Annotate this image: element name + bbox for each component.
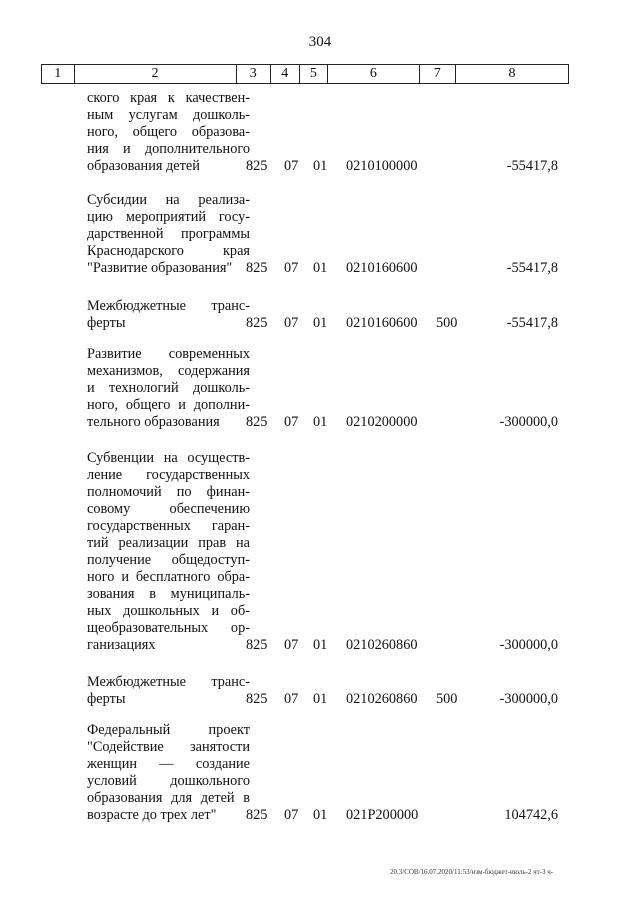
description-line: тельного образования — [87, 414, 220, 430]
description-line: Межбюджетные транс- — [87, 674, 250, 690]
description-line: женщин — создание — [87, 756, 250, 772]
col-header-2: 2 — [74, 65, 236, 84]
description-line: ферты — [87, 315, 126, 331]
description-line: ного и бесплатного обра- — [87, 569, 250, 585]
cell-c5: 01 — [313, 158, 328, 174]
column-header-row — [42, 65, 569, 84]
col-header-3: 3 — [236, 65, 270, 84]
document-footer: 20.3/СОВ/16.07.2020/11:53/изм-бюджет-июль-2 чт-3 ч- — [390, 868, 554, 876]
cell-c3: 825 — [246, 414, 268, 430]
col-header-4: 4 — [271, 65, 300, 84]
page-number: 304 — [308, 34, 332, 50]
cell-c3: 825 — [246, 260, 268, 276]
description-line: Федеральный проект — [87, 722, 250, 738]
cell-c3: 825 — [246, 807, 268, 823]
cell-c3: 825 — [246, 315, 268, 331]
description-line: цию мероприятий госу- — [87, 209, 250, 225]
cell-c8: -55417,8 — [506, 260, 558, 276]
description-line: ного, общего и дополни- — [87, 397, 250, 413]
description-line: образования детей — [87, 158, 200, 174]
cell-c6: 0210260860 — [346, 637, 418, 653]
cell-c7: 500 — [436, 691, 458, 707]
col-header-8: 8 — [456, 65, 569, 84]
col-header-5: 5 — [299, 65, 328, 84]
description-line: ского края к качествен- — [87, 90, 250, 106]
description-line: Краснодарского края — [87, 243, 250, 259]
description-line: ния и дополнительного — [87, 141, 250, 157]
cell-c3: 825 — [246, 637, 268, 653]
description-line: ного, общего образова- — [87, 124, 250, 140]
cell-c7: 500 — [436, 315, 458, 331]
row-description — [87, 298, 250, 332]
description-line: "Развитие образования" — [87, 260, 233, 276]
cell-c8: -55417,8 — [506, 158, 558, 174]
description-line: образования для детей в — [87, 790, 250, 806]
row-description — [87, 674, 250, 708]
description-line: Межбюджетные транс- — [87, 298, 250, 314]
column-header-table — [41, 64, 569, 84]
cell-c5: 01 — [313, 260, 328, 276]
cell-c4: 07 — [284, 414, 299, 430]
description-line: ление государственных — [87, 467, 250, 483]
cell-c5: 01 — [313, 315, 328, 331]
description-line: Субсидии на реализа- — [87, 192, 250, 208]
cell-c5: 01 — [313, 414, 328, 430]
cell-c3: 825 — [246, 158, 268, 174]
description-line: механизмов, содержания — [87, 363, 250, 379]
description-line: возрасте до трех лет" — [87, 807, 217, 823]
cell-c6: 0210100000 — [346, 158, 418, 174]
description-line: тий реализации прав на — [87, 535, 250, 551]
cell-c8: 104742,6 — [504, 807, 558, 823]
cell-c8: -55417,8 — [506, 315, 558, 331]
description-line: ганизациях — [87, 637, 156, 653]
description-line: Развитие современных — [87, 346, 250, 362]
cell-c4: 07 — [284, 260, 299, 276]
description-line: "Содействие занятости — [87, 739, 250, 755]
cell-c8: -300000,0 — [499, 637, 558, 653]
description-line: зования в муниципаль- — [87, 586, 250, 602]
col-header-1: 1 — [42, 65, 75, 84]
cell-c4: 07 — [284, 637, 299, 653]
description-line: государственных гаран- — [87, 518, 250, 534]
cell-c6: 0210260860 — [346, 691, 418, 707]
description-line: щеобразовательных ор- — [87, 620, 250, 636]
cell-c6: 0210160600 — [346, 315, 418, 331]
col-header-6: 6 — [328, 65, 419, 84]
description-line: Субвенции на осуществ- — [87, 450, 250, 466]
row-description — [87, 722, 250, 824]
cell-c5: 01 — [313, 637, 328, 653]
description-line: дарственной программы — [87, 226, 250, 242]
description-line: совому обеспечению — [87, 501, 250, 517]
col-header-7: 7 — [419, 65, 455, 84]
description-line: ферты — [87, 691, 126, 707]
cell-c4: 07 — [284, 691, 299, 707]
cell-c6: 0210160600 — [346, 260, 418, 276]
cell-c6: 0210200000 — [346, 414, 418, 430]
cell-c8: -300000,0 — [499, 414, 558, 430]
cell-c5: 01 — [313, 691, 328, 707]
cell-c4: 07 — [284, 315, 299, 331]
row-description — [87, 192, 250, 277]
cell-c3: 825 — [246, 691, 268, 707]
description-line: получение общедоступ- — [87, 552, 250, 568]
description-line: ным услугам дошколь- — [87, 107, 250, 123]
row-description — [87, 90, 250, 175]
cell-c5: 01 — [313, 807, 328, 823]
cell-c4: 07 — [284, 158, 299, 174]
description-line: ных дошкольных и об- — [87, 603, 250, 619]
description-line: условий дошкольного — [87, 773, 250, 789]
row-description — [87, 450, 250, 654]
cell-c8: -300000,0 — [499, 691, 558, 707]
description-line: и технологий дошколь- — [87, 380, 250, 396]
cell-c4: 07 — [284, 807, 299, 823]
row-description — [87, 346, 250, 431]
description-line: полномочий по финан- — [87, 484, 250, 500]
cell-c6: 021P200000 — [346, 807, 419, 823]
